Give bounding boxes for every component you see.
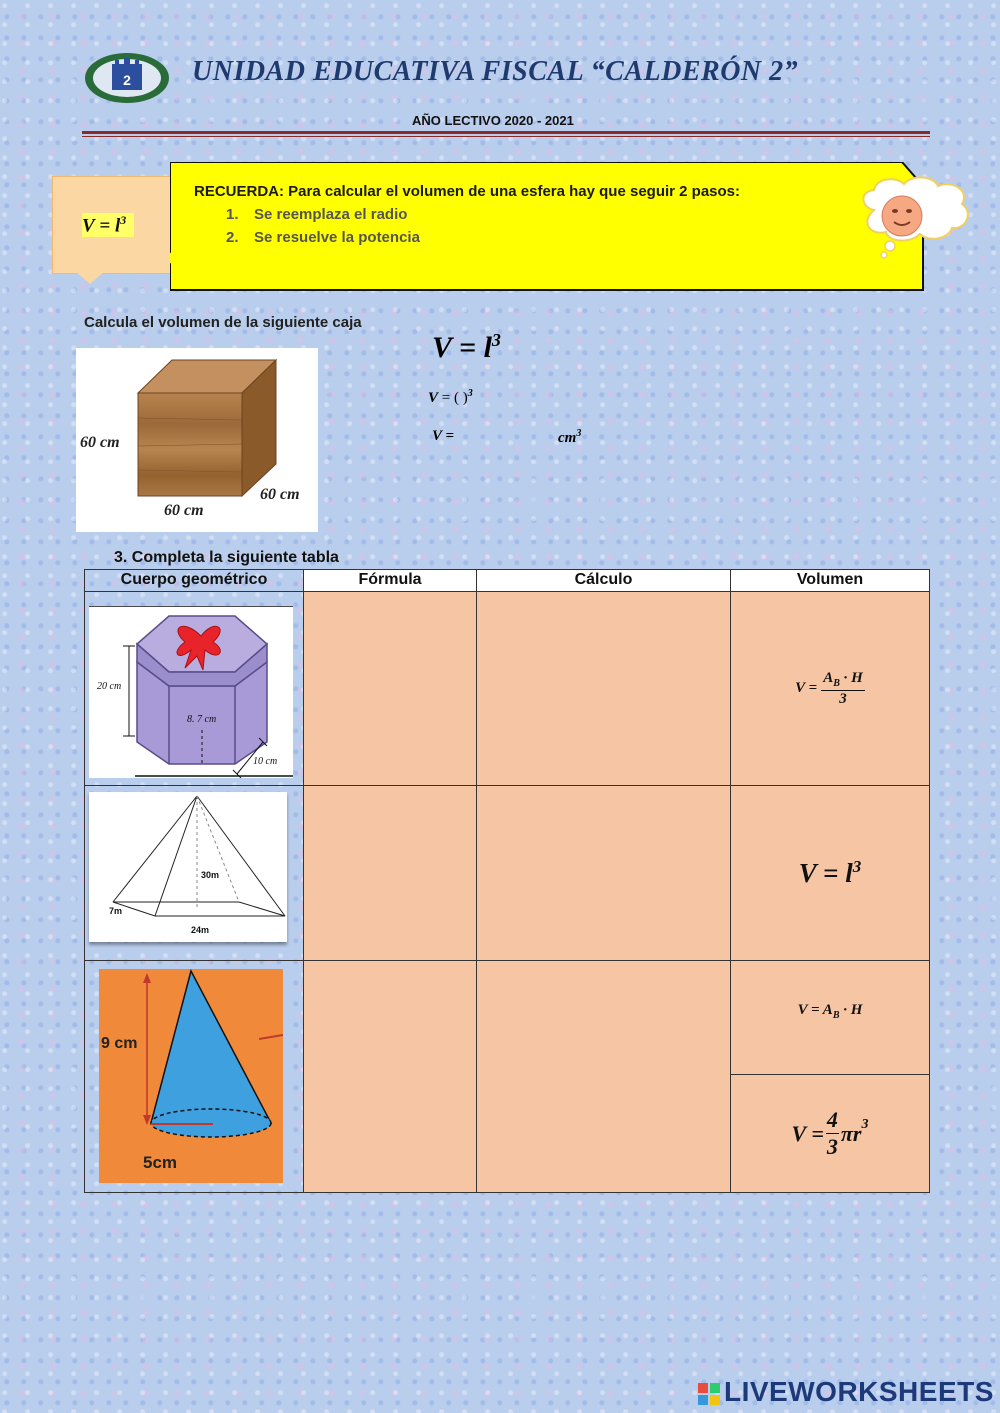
formula-input-cell-2[interactable]	[304, 786, 477, 961]
pyramid-length-label: 24m	[191, 925, 210, 935]
pyramid-width-label: 7m	[109, 906, 123, 916]
hexagonal-prism-cell	[85, 592, 304, 786]
volume-option-cube[interactable]: $V = l^3$	[731, 786, 930, 961]
gift-prism-icon	[89, 606, 293, 778]
reminder-step-1: 1. Se reemplaza el radio	[226, 206, 408, 223]
reminder-title: RECUERDA: Para calcular el volumen de una esfera hay que seguir 2 pasos:	[194, 183, 741, 200]
volume-option-sphere[interactable]: V = $\frac{4}{3}$ πr $^3$	[731, 1075, 930, 1193]
box-instruction: Calcula el volumen de la siguiente caja	[84, 314, 362, 331]
equation-result: V =	[432, 428, 455, 444]
header-divider	[82, 131, 930, 134]
pyramid-figure	[89, 792, 287, 942]
school-year: AÑO LECTIVO 2020 - 2021	[412, 113, 574, 128]
school-name: UNIDAD EDUCATIVA FISCAL “CALDERÓN 2”	[192, 56, 799, 87]
calculo-input-cell-3[interactable]	[477, 961, 731, 1193]
table-header-row	[85, 570, 930, 592]
liveworksheets-logo-icon	[698, 1377, 722, 1409]
geometry-table	[84, 569, 930, 1193]
pyramid-cell	[85, 786, 304, 961]
table-section-title: 3. Completa la siguiente tabla	[114, 549, 339, 566]
header-divider-thin	[82, 136, 930, 137]
volume-option-prism[interactable]: $V = A_B \cdot H$	[731, 961, 930, 1075]
pyramid-icon	[89, 792, 287, 942]
dimension-right: 60 cm	[260, 486, 300, 503]
liveworksheets-brand[interactable]: LIVEWORKSHEETS	[724, 1376, 994, 1407]
dimension-bottom: 60 cm	[164, 502, 204, 519]
equation-substitution: V = ( )$^3$	[428, 388, 473, 406]
equation-main: $V = l^3$	[432, 330, 501, 364]
cube-volume-formula: $V = l^3$	[82, 213, 134, 237]
calculo-input-cell-1[interactable]	[477, 592, 731, 786]
cone-icon	[99, 969, 283, 1183]
cone-figure	[99, 969, 283, 1183]
volume-option-prism-pyramid[interactable]: V = $\frac{A_B \cdot H}{3}$	[731, 592, 930, 786]
logo-number: 2	[123, 72, 131, 88]
cone-height-label: 9 cm	[101, 1035, 138, 1052]
header-cuerpo: Cuerpo geométrico	[85, 570, 304, 592]
table-row	[85, 961, 930, 1075]
table-row	[85, 786, 930, 961]
cone-cell	[85, 961, 304, 1193]
hex-side-label: 10 cm	[253, 756, 278, 767]
hex-height-label: 20 cm	[97, 681, 122, 692]
wooden-cube-figure	[76, 348, 318, 532]
header-formula: Fórmula	[304, 570, 477, 592]
cone-radius-label: 5cm	[143, 1153, 178, 1172]
header-volumen: Volumen	[731, 570, 930, 592]
formula-callout-tip	[76, 272, 104, 284]
hexagonal-prism-figure	[89, 606, 293, 778]
header-calculo: Cálculo	[477, 570, 731, 592]
pyramid-height-label: 30m	[201, 870, 220, 880]
formula-input-cell-1[interactable]	[304, 592, 477, 786]
thinking-face-icon	[852, 176, 974, 260]
school-logo	[84, 52, 170, 104]
formula-input-cell-3[interactable]	[304, 961, 477, 1193]
reminder-step-2: 2. Se resuelve la potencia	[226, 229, 420, 246]
calculo-input-cell-2[interactable]	[477, 786, 731, 961]
equation-unit: $cm^3$	[558, 428, 582, 446]
reminder-box	[170, 162, 925, 291]
hex-apothem-label: 8. 7 cm	[187, 714, 217, 725]
table-row	[85, 592, 930, 786]
dimension-left: 60 cm	[80, 434, 120, 451]
